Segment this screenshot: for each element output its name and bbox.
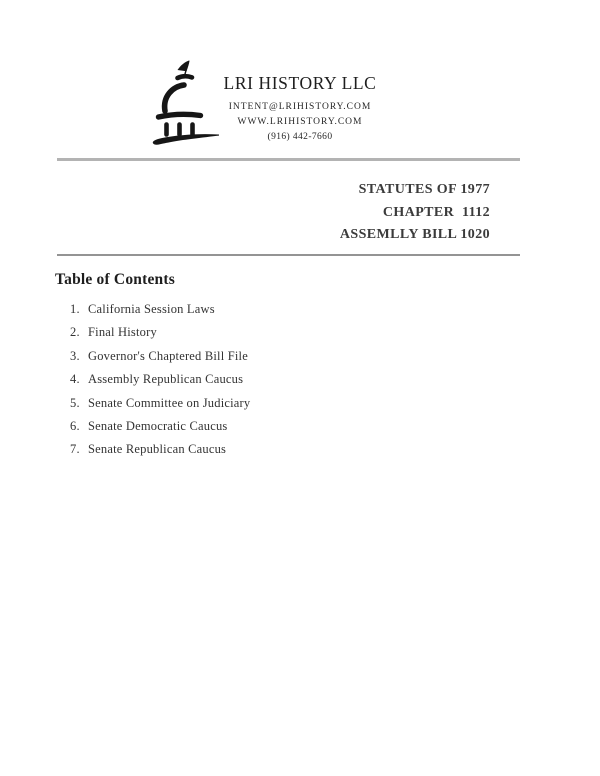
toc-item (70, 373, 470, 386)
toc-item-number: 2. (70, 325, 80, 340)
statute-reference-block (340, 179, 490, 247)
chapter-line: CHAPTER 1112 (382, 204, 490, 220)
contact-phone: (916) 442-7660 (267, 132, 333, 142)
toc-item-number: 7. (70, 442, 80, 457)
toc-item (70, 303, 470, 316)
toc-item-label: Final History (88, 325, 157, 340)
divider-bottom (57, 254, 520, 256)
toc-heading: Table of Contents (55, 271, 175, 288)
contact-email: INTENT@LRIHISTORY.COM (228, 102, 372, 112)
contact-block (200, 100, 400, 145)
toc-item-label: Senate Republican Caucus (88, 442, 227, 457)
toc-item (70, 420, 470, 433)
toc-item-number: 5. (70, 395, 80, 410)
statutes-line: STATUTES OF 1977 (358, 182, 490, 197)
divider-top (57, 158, 520, 161)
toc-item-number: 6. (70, 418, 80, 433)
toc-list (70, 303, 470, 467)
toc-item-label: Assembly Republican Caucus (88, 372, 244, 387)
bill-line: ASSEMLLY BILL 1020 (339, 227, 490, 242)
contact-website: WWW.LRIHISTORY.COM (237, 117, 363, 127)
company-name: LRI HISTORY LLC (223, 73, 377, 93)
toc-item-number: 1. (70, 302, 80, 316)
letterhead (200, 73, 400, 145)
toc-item-number: 3. (70, 348, 80, 363)
toc-item-label: Governor's Chaptered Bill File (88, 348, 248, 363)
toc-item (70, 443, 470, 456)
toc-item (70, 397, 470, 410)
toc-item-label: California Session Laws (88, 302, 215, 316)
toc-item-label: Senate Democratic Caucus (88, 418, 228, 433)
toc-item (70, 326, 470, 339)
toc-item-number: 4. (70, 372, 80, 387)
toc-item (70, 350, 470, 363)
toc-item-label: Senate Committee on Judiciary (88, 395, 251, 410)
